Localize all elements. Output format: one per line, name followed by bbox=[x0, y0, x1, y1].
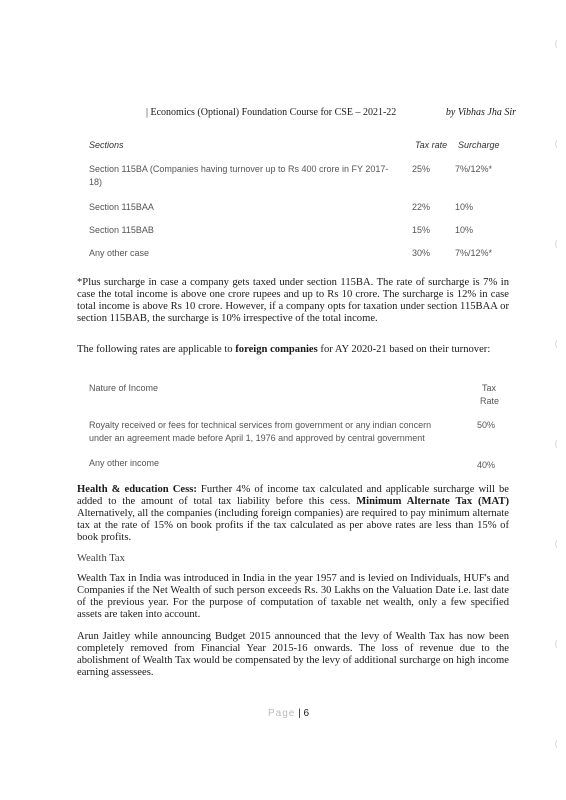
scan-mark: ( bbox=[554, 640, 558, 650]
wealth-tax-para-2: Arun Jaitley while announcing Budget 2015 announced that the levy of Wealth Tax has now been completely removed from Financial Year 2015-16 onwards. The loss of revenue due to the abolishment of Wealth Tax would be compensated by the levy of additional surcharge on high income earning assessees. bbox=[77, 631, 509, 678]
scan-mark: ( bbox=[554, 740, 558, 750]
wealth-tax-heading: Wealth Tax bbox=[77, 553, 125, 564]
table-cell-nature: Royalty received or fees for technical services from government or any indian concern bbox=[89, 420, 432, 430]
scan-mark: ( bbox=[554, 440, 558, 450]
table-cell-surcharge: 7%/12%* bbox=[455, 248, 493, 258]
wealth-tax-para-1: Wealth Tax in India was introduced in India in the year 1957 and is levied on Individuals, HUF's and Companies if the Net Wealth of such person exceeds Rs. 30 Lakhs on the Valuation Date i.e. last date of the previous year. For the purpose of computation of taxable net wealth, only a few specified assets are taken into account. bbox=[77, 573, 509, 620]
table-cell-rate: 25% bbox=[412, 164, 431, 174]
col-header-sections: Sections bbox=[89, 140, 124, 150]
col-header-surcharge: Surcharge bbox=[458, 140, 500, 150]
table-cell-rate: 15% bbox=[412, 225, 431, 235]
table-cell-section: Any other case bbox=[89, 248, 150, 258]
foreign-intro: The following rates are applicable to foreign companies for AY 2020-21 based on their turnover: bbox=[77, 344, 491, 355]
col-header-tax: Tax bbox=[482, 383, 497, 393]
table-cell-rate: 22% bbox=[412, 202, 431, 212]
table-cell-surcharge: 10% bbox=[455, 202, 474, 212]
scan-mark: ( bbox=[554, 540, 558, 550]
page-header bbox=[146, 107, 516, 118]
page-number: | 6 bbox=[298, 708, 310, 719]
scan-mark: ( bbox=[554, 340, 558, 350]
table-cell-rate: 30% bbox=[412, 248, 431, 258]
table-cell-section: Section 115BAB bbox=[89, 225, 154, 235]
table-cell-section: Section 115BA (Companies having turnover up to Rs 400 crore in FY 2017- bbox=[89, 164, 389, 174]
cess-paragraph: Health & education Cess: Further 4% of income tax calculated and applicable surcharge will be added to the amount of total tax liability before this cess. Minimum Alternate Tax (MAT) Alternatively, all the companies (including foreign companies) are required to pay minimum alternate tax at the rate of 15% on book profits if the tax calculated as per above rates are less than 15% of book profits. bbox=[77, 484, 509, 543]
table-cell-nature-cont: under an agreement made before April 1, 1976 and approved by central government bbox=[89, 433, 425, 443]
page-label: Page bbox=[268, 708, 296, 719]
scan-mark: ( bbox=[554, 140, 558, 150]
course-title: | Economics (Optional) Foundation Course for CSE – 2021-22 bbox=[146, 107, 397, 118]
col-header-nature: Nature of Income bbox=[89, 383, 159, 393]
table-cell-nature: Any other income bbox=[89, 458, 160, 468]
author-name: by Vibhas Jha Sir bbox=[445, 107, 516, 118]
table-cell-section-cont: 18) bbox=[89, 177, 103, 187]
col-header-rate: Rate bbox=[480, 396, 500, 406]
scan-mark: ( bbox=[554, 40, 558, 50]
page-footer bbox=[268, 708, 309, 719]
table-cell-section: Section 115BAA bbox=[89, 202, 154, 212]
table-cell-rate: 50% bbox=[477, 420, 496, 430]
table-cell-surcharge: 7%/12%* bbox=[455, 164, 493, 174]
surcharge-note: *Plus surcharge in case a company gets taxed under section 115BA. The rate of surcharge is 7% in case the total income is above one crore rupees and up to Rs 10 crore. The surcharge is 12% in case total income is above Rs 10 crore. However, if a company opts for taxation under section 115BAA or section 115BAB, the surcharge is 10% irrespective of the total income. bbox=[77, 277, 509, 324]
col-header-tax-rate: Tax rate bbox=[415, 140, 448, 150]
scan-mark: ( bbox=[554, 240, 558, 250]
table-cell-surcharge: 10% bbox=[455, 225, 474, 235]
table-cell-rate: 40% bbox=[477, 460, 496, 470]
